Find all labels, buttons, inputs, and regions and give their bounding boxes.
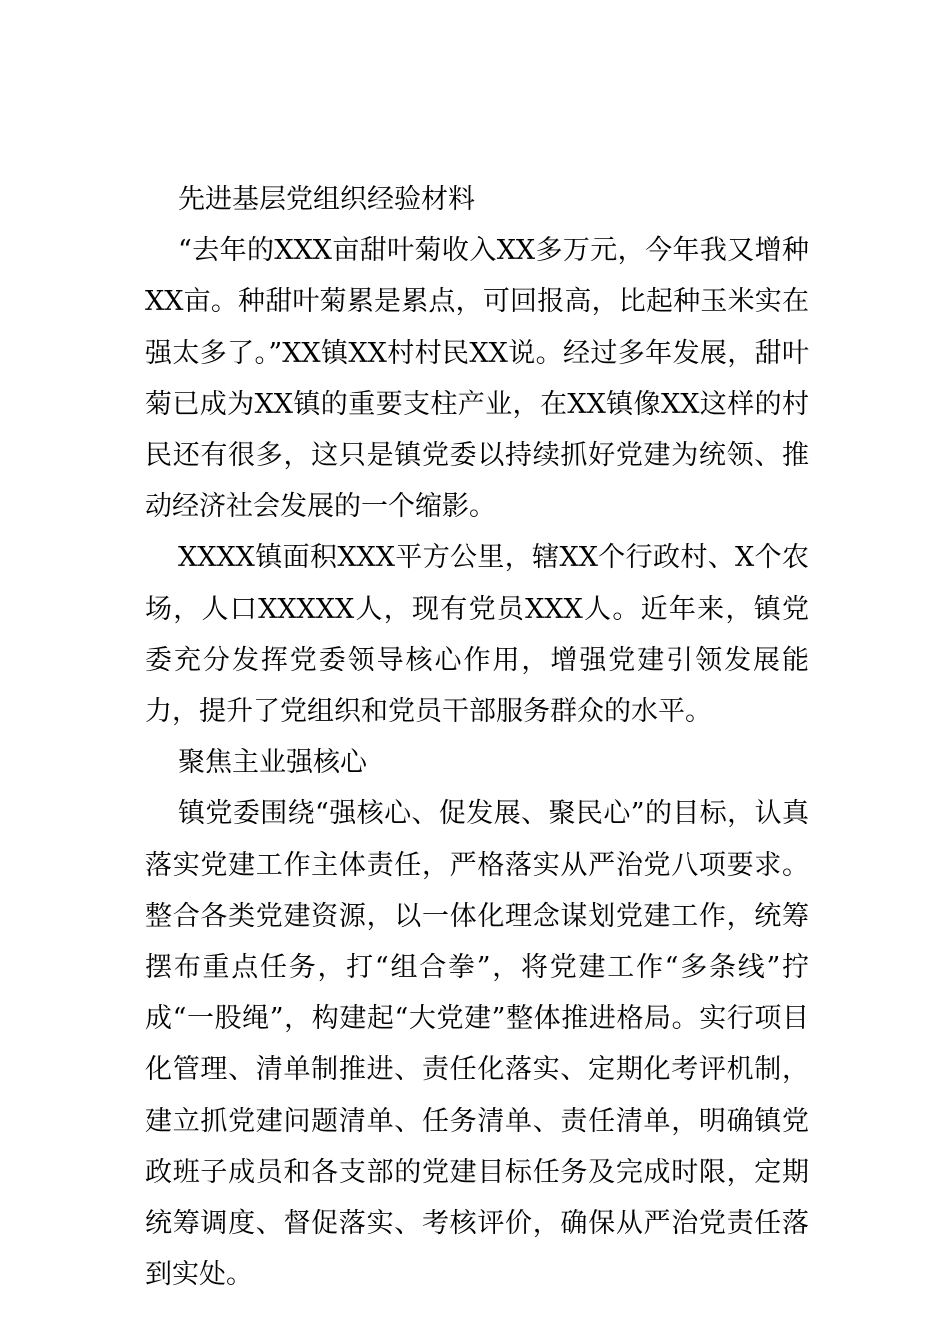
section-paragraph: 镇党委围绕“强核心、促发展、聚民心”的目标，认真落实党建工作主体责任，严格落实从严治党八项要求。整合各类党建资源，以一体化理念谋划党建工作，统筹摆布重点任务，打“组合拳”，将党建工作“多条线”拧成“一股绳”，构建起“大党建”整体推进格局。实行项目化管理、清单制推进、责任化落实、定期化考评机制，建立抓党建问题清单、任务清单、责任清单，明确镇党政班子成员和各支部的党建目标任务及完成时限，定期统筹调度、督促落实、考核评价，确保从严治党责任落到实处。 (145, 798, 809, 1291)
body-paragraph-2: XXXX镇面积XXX平方公里，辖XX个行政村、X个农场，人口XXXXX人，现有党员XXX人。近年来，镇党委充分发挥党委领导核心作用，增强党建引领发展能力，提升了党组织和党员干部服务群众的水平。 (145, 542, 809, 728)
section-heading: 聚焦主业强核心 (178, 747, 367, 779)
document-body (145, 174, 809, 1300)
body-paragraph-1: “去年的XXX亩甜叶菊收入XX多万元，今年我又增种XX亩。种甜叶菊累是累点，可回报高，比起种玉米实在强太多了。”XX镇XX村村民XX说。经过多年发展，甜叶菊已成为XX镇的重要支柱产业，在XX镇像XX这样的村民还有很多，这只是镇党委以持续抓好党建为统领、推动经济社会发展的一个缩影。 (145, 235, 809, 523)
document-title: 先进基层党组织经验材料 (178, 184, 475, 215)
